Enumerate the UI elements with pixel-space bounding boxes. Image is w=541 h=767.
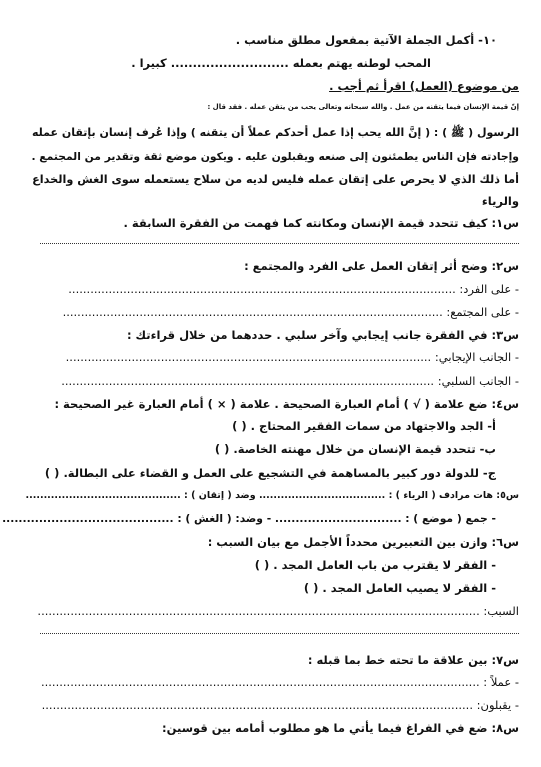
question-2-individual: - على الفرد: ..........................................................................................................: [68, 282, 519, 296]
question-7: س٧: بين علاقة ما تحته خط بما قبله :: [307, 653, 519, 667]
question-1: س١: كيف تتحدد قيمة الإنسان ومكانته كما فهمت من الفقرة السابقة .: [123, 216, 519, 230]
question-7-b: - يقبلون: ......................................................................................................................: [41, 698, 519, 712]
question-4: س٤: ضع علامة ( √ ) أمام العبارة الصحيحة . علامة ( × ) أمام العبارة غير الصحيحة :: [54, 397, 519, 411]
q10-sentence: المحب لوطنه يهتم بعمله ........................... كبيرا .: [131, 56, 431, 70]
question-4-c: ج- للدولة دور كبير بالمساهمة في التشجيع على العمل و القضاء على البطالة. ( ): [44, 466, 496, 480]
answer-line: [40, 243, 519, 244]
question-6: س٦: وازن بين التعبيرين محدداً الأجمل مع بيان السبب :: [207, 535, 519, 549]
question-6-a: - الفقر لا يقترب من باب العامل المجد . ( ): [254, 558, 496, 572]
passage-line-2: الرسول ( ﷺ ) : ( إنَّ الله يحب إذا عمل أحدكم عملاً أن يتقنه ) وإذا عُرف إنسان بإتقان عمله: [31, 126, 519, 139]
passage-heading: من موضوع (العمل) اقرأ ثم أجب .: [329, 79, 519, 93]
question-5-a: س٥: هات مرادف ( الرياء ) : ................................... وضد ( إتقان ) : ...........................................: [25, 490, 519, 501]
passage-line-4: أما ذلك الذي لا يحرص على إتقان عمله فليس لديه من سلاح يستعمله سوى الغش والخداع: [32, 173, 519, 186]
question-3: س٣: في الفقرة جانب إيجابي وآخر سلبي . حددهما من خلال قراءتك :: [126, 328, 519, 342]
question-3-positive: - الجانب الإيجابي: ....................................................................................................: [65, 350, 519, 364]
q10-title: ١٠- أكمل الجملة الآتية بمفعول مطلق مناسب .: [235, 33, 497, 47]
question-8: س٨: ضع في الفراغ فيما يأتي ما هو مطلوب أمامه بين قوسين:: [162, 721, 519, 735]
question-2: س٢: وضح أثر إتقان العمل على الفرد والمجتمع :: [244, 259, 519, 273]
question-4-b: ب- تتحدد قيمة الإنسان من خلال مهنته الخاصة. ( ): [214, 442, 496, 456]
passage-line-1: إنّ قيمة الإنسان فيما يتقنه من عمل . والله سبحانه وتعالى يحب من يتقن عمله . فقد قال :: [207, 103, 519, 111]
question-6-b: - الفقر لا يصيب العامل المجد . ( ): [303, 581, 496, 595]
question-6-reason: السبب: .........................................................................................................................: [37, 604, 519, 618]
question-5-b: - جمع ( موضع ) : ............................... - وضد: ( الغش ) : ..........................................: [2, 512, 496, 525]
answer-line: [40, 633, 519, 634]
question-3-negative: - الجانب السلبي: ......................................................................................................: [61, 374, 519, 388]
passage-line-5: والرياء: [481, 194, 519, 208]
question-7-a: - عملاً : ........................................................................................................................: [40, 675, 519, 689]
question-2-society: - على المجتمع: ........................................................................................................: [62, 305, 519, 319]
passage-line-3: وإجادته فإن الناس يطمئنون إلى صنعه ويقبلون عليه . ويكون موضع ثقة وتقدير من المجتمع .: [31, 150, 519, 163]
question-4-a: أ- الجد والاجتهاد من سمات الفقير المحتاج . ( ): [232, 419, 496, 433]
